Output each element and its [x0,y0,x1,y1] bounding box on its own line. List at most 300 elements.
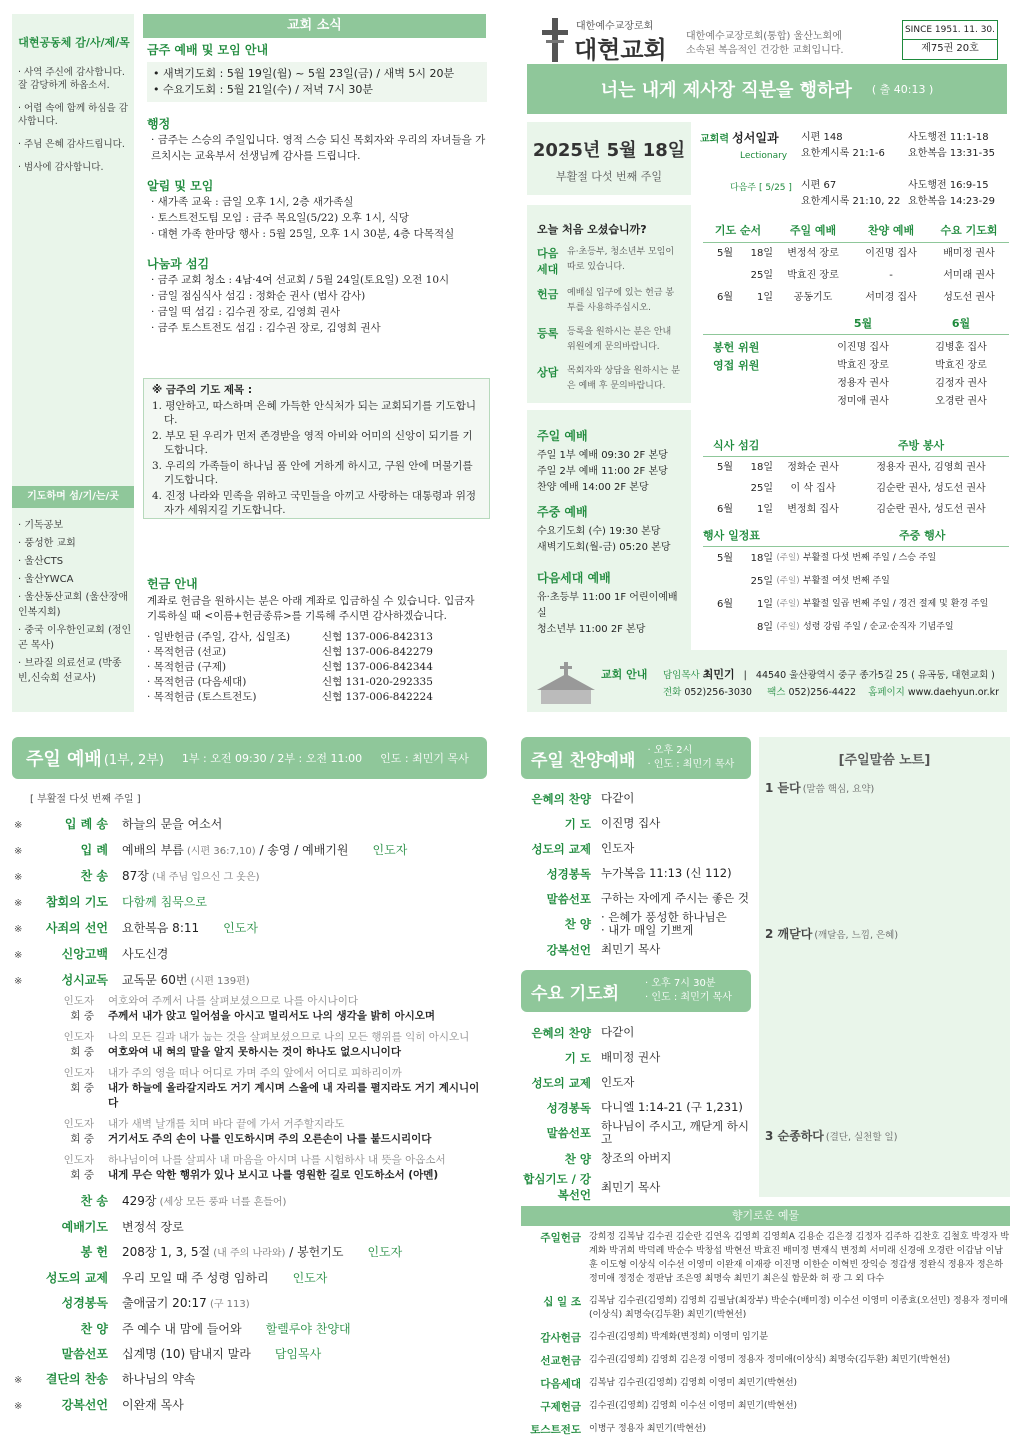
order-row [14,1367,488,1393]
responsive-line [14,1117,488,1132]
service-value: 구하는 자에게 주시는 좋은 것 [601,891,749,905]
prayer-place-item: · 울산YWCA [18,574,74,585]
thanks-title: 대현공동체 감/사/제/목 [18,36,130,49]
order-content [122,916,199,941]
event-desc: 성령 강림 주일 / 순교·순직자 기념주일 [803,622,954,632]
prayer-topics-list [152,399,481,517]
note-heading: 2 깨닫다 [765,927,813,941]
service-label: 성도의 교제 [531,841,591,856]
order-row [14,1266,488,1291]
service-label: 은혜의 찬양 [531,791,591,806]
event-row [703,570,1009,593]
thanks-item: · 어렵 속에 함께 하심을 감사합니다. [18,103,128,127]
order-label: 성시교독 [61,973,108,987]
wed-banner: 수요 기도회 · 오후 7시 30분 · 인도 : 최민기 목사 [521,970,751,1012]
order-star: ※ [14,924,23,935]
prayer-item: 2. 부모 된 우리가 먼저 존경받을 영적 아비와 어미의 신앙이 되기를 기도합니다. [152,430,473,456]
order-star: ※ [14,976,23,987]
service-label: 말씀선포 [546,1126,591,1140]
offer-type: 다음세대 [540,1378,581,1390]
offer-type: 구제헌금 [540,1401,581,1413]
usher-name: 정미애 권사 [837,396,889,407]
wed-list [521,1020,751,1203]
service-row [521,911,751,937]
meal-month: 6월 [716,504,733,515]
meet-item: · 토스트전도팀 모임 : 금주 목요일(5/22) 오후 1시, 식당 [151,212,409,224]
meal-server: 이 삭 집사 [790,483,836,494]
event-day: 18일 [750,553,773,564]
share-item: · 금일 떡 섬김 : 김수권 장로, 김영희 권사 [151,306,341,318]
account-number: 신협 137-006-842279 [322,646,433,658]
service-label: 은혜의 찬양 [531,1025,591,1040]
church-name: 대현교회 [574,36,667,64]
lectionary-text: 시편 148 [801,132,843,143]
order-content [122,1393,184,1418]
event-weekday: (주일) [776,553,800,563]
account-number: 신협 131-020-292335 [322,676,433,688]
order-content [122,1266,269,1291]
service-label: 성경봉독 [546,1100,591,1115]
meal-day: 25일 [750,483,773,494]
next-gen-time: 청소년부 11:00 2F 본당 [537,624,646,635]
welcome-item [537,325,681,355]
worship-heading: 금주 예배 및 모임 안내 [147,43,269,57]
event-month [703,616,733,639]
responsive-text: 주께서 내가 앉고 일어섬을 아시고 멀리서도 나의 생각을 밝히 아시오며 [108,1010,436,1022]
offering-section [147,577,487,705]
event-row [703,593,1009,616]
lectionary-row [801,194,1011,210]
duty-header: 주일 예배 [789,224,837,237]
event-row [703,547,1009,570]
account-name: · 일반헌금 (주일, 감사, 십일조) [147,631,291,643]
date-main: 2025년 5월 18일 [532,140,686,161]
order-role: 인도자 [367,1245,403,1259]
responsive-reading [14,994,488,1183]
service-label: 기 도 [564,816,591,831]
responsive-line [14,1009,488,1024]
account-list [147,630,487,705]
prayer-place-item: · 브라질 의료선교 (박종빈,신숙희 선교사) [18,658,122,684]
order-row [14,1215,488,1240]
usher-name: 박효진 장로 [837,360,889,371]
event-day: 25일 [750,576,773,587]
service-row [521,1171,751,1203]
since-badge: SINCE 1951. 11. 30. 제75권 20호 [902,20,998,60]
order-label: 성도의 교제 [45,1271,108,1285]
order-label: 참회의 기도 [45,895,108,909]
welcome-label: 다음 세대 [537,247,559,276]
theme-banner [527,64,1007,114]
order-role: 할렐루야 찬양대 [265,1322,351,1336]
responsive-speaker: 인도자 [63,1118,94,1130]
service-row [521,1045,751,1070]
order-role: 인도자 [292,1271,328,1285]
order-text2: / 봉헌기도 [285,1245,344,1259]
event-desc: 부활절 다섯 번째 주일 / 스승 주일 [803,553,937,563]
welcome-text: 등록을 원하시는 분은 안내 위원에게 문의바랍니다. [567,327,672,352]
responsive-text: 나의 모든 길과 내가 눕는 것을 살펴보셨으므로 나의 모든 행위를 익히 아시오니 [108,1031,470,1043]
sunday-banner: 주일 예배 (1부, 2부) 1부 : 오전 09:30 / 2부 : 오전 11:00 인도 : 최민기 목사 [12,737,487,779]
prayer-place-item: · 울산동산교회 (울산장애인복지회) [18,592,129,618]
event-table: 행사 일정표 주중 행사 5월 18일 (주일) 부활절 다섯 번째 주일 / 스승 주일 25일 (주일) 부활절 여섯 번째 주일 6월 1일 (주일) 부활절 일곱 번째 주일 / 경건 절제 및 환경 주일 8일 (주일) 성령 강림 주일 / 순교·순직자 기념주일 [703,527,1009,639]
sunday-sub: [ 부활절 다섯 번째 주일 ] [30,794,141,805]
responsive-text: 내가 새벽 날개를 치며 바다 끝에 가서 거주할지라도 [108,1118,345,1130]
service-value: 인도자 [601,841,635,855]
duty-cell: 서미래 권사 [943,270,995,281]
lectionary-text: 사도행전 16:9-15 [908,180,989,191]
lectionary-text: 요한복음 13:31-35 [908,148,995,159]
account-name: · 목적헌금 (토스트전도) [147,691,257,703]
service-value: 이진명 집사 [601,816,661,830]
order-role: 인도자 [372,843,408,857]
service-value: 하나님이 주시고, 깨닫게 하시고 [601,1119,749,1146]
order-row [14,1317,488,1342]
order-label: 결단의 찬송 [45,1372,108,1386]
account-row [147,630,487,645]
responsive-speaker: 회 중 [70,1082,94,1094]
responsive-text: 내가 하늘에 올라갈지라도 거기 계시며 스올에 내 자리를 펼지라도 거기 계시니이다 [108,1082,480,1109]
welcome-label: 상담 [537,366,559,379]
order-label: 봉 헌 [80,1245,108,1259]
service-value: 다같이 [601,1025,635,1039]
offer-names: 김복남 김수권(김영희) 김영희 이영미 최민기(박현선) [589,1378,798,1388]
order-row [14,1393,488,1419]
service-row [521,786,751,811]
service-value: 최민기 목사 [601,1179,661,1194]
event-weekday: (주일) [776,622,800,632]
responsive-text: 내게 무슨 악한 행위가 있나 보시고 나를 영원한 길로 인도하소서 (아멘) [108,1169,439,1181]
order-row [14,1291,488,1317]
note-item [765,777,874,796]
order-content [122,838,349,864]
sunday-time: 주일 1부 예배 09:30 2F 본당 [537,450,668,461]
responsive-line [14,1066,488,1081]
lectionary-row [801,146,1011,162]
account-row [147,690,487,705]
responsive-speaker: 회 중 [70,1133,94,1145]
share-item: · 금일 점심식사 섬김 : 정화순 권사 (범사 감사) [151,290,366,302]
offer-row [521,1376,1010,1391]
duty-month [703,265,733,287]
service-label: 기 도 [564,1050,591,1065]
event-desc: 부활절 일곱 번째 주일 / 경건 절제 및 환경 주일 [803,599,989,609]
kitchen-servers: 김순란 권사, 성도선 권사 [876,504,986,515]
usher-name: 박효진 장로 [935,360,987,371]
date-box [527,122,691,195]
service-times: 주일 예배 주일 1부 예배 09:30 2F 본당 주일 2부 예배 11:00 2F 본당 찬양 예배 14:00 2F 본당 주중 예배 수요기도회 (수) 19:30 본당 새벽기도회(월-금) 05:20 본당 다음세대 예배 유·초등부 11:00 1F 어린이예배실 청소년부 11:00 2F 본당 [527,410,691,710]
thanks-item: · 범사에 감사합니다. [18,162,104,173]
service-row [521,1095,751,1120]
note-heading: 3 순종하다 [765,1129,824,1143]
prayer-places-list [18,518,132,689]
responsive-speaker: 인도자 [63,1067,94,1079]
order-role: 인도자 [223,921,258,935]
welcome-text: 목회자와 상담을 원하시는 분은 예배 후 문의바랍니다. [567,366,680,391]
note-hint: (말씀 핵심, 요약) [802,784,875,795]
order-text: 87장 [122,869,149,883]
service-row [521,886,751,911]
responsive-speaker: 인도자 [63,1154,94,1166]
usher-name: 김정자 권사 [935,378,987,389]
order-text: 429장 [122,1194,157,1208]
week-time: 수요기도회 (수) 19:30 본당 [537,526,661,537]
offer-names: 김복남 김수권(김영희) 김영희 김필남(최장부) 박순수(배미정) 이수선 이영미 이종효(오선민) 정용자 정미애(이상식) 최명숙(김두환) 최민기(박현선) [589,1296,1008,1320]
prayer-place-item: · 풍성한 교회 [18,538,76,549]
order-content [122,1317,242,1342]
service-value: · 은혜가 풍성한 하나님은 · 내가 매일 기쁘게 [601,910,727,937]
responsive-line [14,994,488,1009]
order-text: 요한복음 8:11 [122,921,200,935]
order-star: ※ [14,898,23,909]
order-content [122,968,250,994]
order-text2: / 송영 / 예배기원 [255,843,349,857]
prayer-place-item: · 기독공보 [18,520,63,531]
order-content [122,1189,286,1215]
event-row [703,616,1009,639]
welcome-text: 유·초등부, 청소년부 모임이 따로 있습니다. [567,247,675,272]
thanks-item: · 사역 주신에 감사합니다. 잘 감당하게 하옵소서. [18,67,125,91]
duty-day: 25일 [750,270,773,281]
account-name: · 목적헌금 (선교) [147,646,227,658]
event-month [703,570,733,593]
responsive-text: 내가 주의 영을 떠나 어디로 가며 주의 앞에서 어디로 피하리이까 [108,1067,402,1079]
note-item [765,923,898,942]
thanks-list [18,66,132,184]
service-row [521,861,751,886]
order-content [122,1215,184,1240]
order-text: 예배의 부름 [122,843,184,857]
week-time: 새벽기도회(월-금) 05:20 본당 [537,542,671,553]
order-content [122,812,222,837]
note-heading: 1 듣다 [765,781,801,795]
order-content [122,1240,343,1266]
offer-row [521,1422,1010,1437]
order-star: ※ [14,1401,23,1412]
responsive-text: 여호와여 내 혀의 말을 알지 못하시는 것이 하나도 없으시니이다 [108,1046,401,1058]
order-text: 출애굽기 20:17 [122,1296,207,1310]
service-row [521,1146,751,1171]
lectionary-text: 요한계시록 21:10, 22 [801,196,901,207]
meal-table: 식사 섬김 주방 봉사 5월 18일 정화순 권사 정용자 권사, 김영희 권사 25일 이 삭 집사 김순란 권사, 성도선 권사 6월 1일 변정희 집사 김순란 권사, 성도선 권사 [703,437,1009,520]
account-number: 신협 137-006-842344 [322,661,433,673]
responsive-speaker: 회 중 [70,1010,94,1022]
order-note: (구 113) [206,1299,250,1310]
prayer-item: 1. 평안하고, 따스하며 은혜 가득한 안식처가 되는 교회되기를 기도합니다. [152,400,477,426]
event-day: 8일 [756,622,773,633]
order-label: 찬 송 [80,869,108,883]
service-label: 찬 양 [564,1151,591,1166]
order-star: ※ [14,820,23,831]
duty-table: 기도 순서 주일 예배 찬양 예배 수요 기도회 5월 18일 변정석 장로 이진명 집사 배미정 권사 25일 박효진 장로 - 서미래 권사 6월 1일 공동기도 서미경 집사 성도선 권사 5월 6월 봉헌 위원 영접 위원 이진명 집사 박효진 장로 정용자 권사 정미애 권사 김병훈 집사 박효진 장로 김정자 권사 오경란 권사 [703,222,1009,411]
worship-item: • 새벽기도회 : 5월 19일(월) ~ 5월 23일(금) / 새벽 5시 20분 [153,67,455,80]
service-value: 다같이 [601,791,635,805]
order-row [14,968,488,994]
share-item: · 금주 교회 청소 : 4남·4여 선교회 / 5월 24일(토요일) 오전 10시 [151,274,450,286]
account-row [147,660,487,675]
duty-month: 5월 [716,248,733,259]
offer-type: 감사헌금 [540,1332,581,1344]
order-label: 강복선언 [61,1398,108,1412]
offer-type: 주일헌금 [540,1232,581,1244]
share-item: · 금주 토스트전도 섬김 : 김수권 장로, 김영희 권사 [151,322,381,334]
order-row [14,942,488,968]
welcome-label: 헌금 [537,288,559,301]
order-content [122,1342,251,1367]
service-label: 성도의 교제 [531,1075,591,1090]
offer-names: 이병구 정용자 최민기(박현선) [589,1424,707,1434]
prayer-item: 4. 진정 나라와 민족을 위하고 국민들을 아끼고 사랑하는 대통령과 위정자가 세워지길 기도합니다. [152,490,477,516]
offer-names: 김수권(김영희) 박계화(변정희) 이영미 임기분 [589,1332,769,1342]
sunday-time: 찬양 예배 14:00 2F 본당 [537,482,649,493]
service-value: 배미정 권사 [601,1050,661,1064]
responsive-line [14,1081,488,1111]
service-row [521,1070,751,1095]
order-row [14,916,488,942]
worship-box [147,62,487,102]
responsive-speaker: 회 중 [70,1169,94,1181]
account-number: 신협 137-006-842313 [322,631,433,643]
thanks-item: · 주님 은혜 감사드립니다. [18,139,125,150]
prayer-place-item: · 중국 이우한인교회 (정인곤 목사) [18,625,132,651]
meet-item: · 대현 가족 한마당 행사 : 5월 25일, 오후 1시 30분, 4층 다목적실 [151,228,455,240]
responsive-line [14,1030,488,1045]
meal-month: 5월 [716,462,733,473]
order-content [122,1291,250,1317]
welcome-item [537,364,681,394]
responsive-text: 여호와여 주께서 나를 살펴보셨으므로 나를 아시나이다 [108,995,358,1007]
responsive-speaker: 회 중 [70,1046,94,1058]
offer-names: 김수권(김영희) 김영희 김은경 이영미 정용자 정미애(이상식) 최명숙(김두환) 최민기(박현선) [589,1355,951,1365]
offer-row [521,1294,1010,1322]
service-label: 성경봉독 [546,866,591,881]
responsive-line [14,1132,488,1147]
order-label: 찬 송 [80,1194,108,1208]
note-item [765,1125,897,1144]
welcome-text: 예배실 입구에 있는 헌금 봉투를 사용하주십시오. [567,288,675,313]
lectionary-text: 요한계시록 21:1-6 [801,148,885,159]
account-name: · 목적헌금 (다음세대) [147,676,247,688]
usher-name: 정용자 권사 [837,378,889,389]
meet-heading: 알림 및 모임 [147,179,214,193]
admin-heading: 행정 [147,117,171,131]
duty-cell: 배미정 권사 [943,248,995,259]
kitchen-servers: 김순란 권사, 성도선 권사 [876,483,986,494]
welcome-box [527,205,691,403]
lectionary-text: 요한복음 14:23-29 [908,196,995,207]
note-hint: (깨달음, 느낌, 은혜) [814,930,899,941]
responsive-text: 거기서도 주의 손이 나를 인도하시며 주의 오른손이 나를 붙드시리이다 [108,1133,432,1145]
offer-type: 토스트전도 [530,1424,581,1436]
service-value: 누가복음 11:13 (신 112) [601,866,732,880]
responsive-speaker: 인도자 [63,995,94,1007]
theme-ref: ( 출 40:13 ) [871,83,934,96]
event-month: 6월 [716,599,733,610]
order-label: 신앙고백 [61,947,108,961]
meal-day: 1일 [756,504,773,515]
sermon-note: [주일말씀 노트] 1 듣다 (말씀 핵심, 요약) 2 깨닫다 (깨달음, 느낌, 은혜) 3 순종하다 (결단, 실천할 일) [759,737,1010,1197]
prayer-topics-title: ※ 금주의 기도 제목 : [152,384,253,396]
duty-cell: 변정석 장로 [787,248,839,259]
service-label: 찬 양 [564,917,591,931]
order-list [14,812,488,1419]
order-star: ※ [14,846,23,857]
order-note: (시편 139편) [187,976,250,987]
service-row [521,811,751,836]
duty-row [703,243,1009,265]
welcome-title: 오늘 처음 오셨습니까? [537,223,647,236]
prayer-place-item: · 울산CTS [18,556,64,567]
meal-row [703,499,1009,520]
order-note: (내 주의 나라와) [210,1248,286,1259]
service-value: 인도자 [601,1075,635,1089]
offering-heading: 헌금 안내 [147,577,198,591]
account-row [147,675,487,690]
church-info: 교회 안내 담임목사 최민기 | 44540 울산광역시 중구 종가5길 25 ( 유곡동, 대현교회 ) 전화 052)256-3030 팩스 052)256-4422 홈페이지 www.daehyun.or.kr [527,650,1007,712]
admin-text: · 금주는 스승의 주일입니다. 영적 스승 되신 목회자와 우리의 자녀들을 가르치시는 교육부서 선생님께 감사를 드립니다. [151,134,486,162]
event-day: 1일 [756,599,773,610]
order-note: (내 주님 입으신 그 옷은) [148,872,260,883]
praise-list [521,786,751,962]
responsive-text: 하나님이여 나를 살피사 내 마음을 아시며 나를 시험하사 내 뜻을 아옵소서 [108,1154,446,1166]
duty-day: 1일 [756,292,773,303]
service-label: 강복선언 [546,942,591,957]
account-number: 신협 137-006-842224 [322,691,433,703]
prayer-item: 3. 우리의 가족들이 하나님 품 안에 거하게 하시고, 구원 안에 머물기를 기도합니다. [152,460,473,486]
duty-cell: - [889,270,893,281]
duty-row [703,287,1009,309]
order-content [122,942,168,967]
next-gen-time: 유·초등부 11:00 1F 어린이예배실 [537,592,678,619]
service-row [521,1020,751,1045]
responsive-speaker: 인도자 [63,1031,94,1043]
meal-server: 정화순 권사 [787,462,839,473]
order-star: ※ [14,872,23,883]
duty-cell: 박효진 장로 [787,270,839,281]
offering-text: 계좌로 헌금을 원하시는 분은 아래 계좌로 입금하실 수 있습니다. 입금자 기록하실 때 <이름+헌금종류>를 기록해 주시면 감사하겠습니다. [147,595,475,622]
meal-row [703,457,1009,478]
order-star: ※ [14,950,23,961]
order-label: 입 례 송 [64,817,108,831]
duty-header: 찬양 예배 [867,224,915,237]
denomination: 대한예수교장로회 [576,21,654,32]
welcome-label: 등록 [537,327,559,340]
order-row [14,864,488,890]
order-text: 하늘의 문을 여소서 [122,817,223,831]
duty-header: 수요 기도회 [940,224,998,237]
offer-names: 강희정 김복남 김수권 김순란 김연옥 김영희 김영희A 김용순 김은경 김정자 김주하 김찬호 김철호 박경자 박계화 박귀희 박덕례 박순수 박창섭 박현선 박효진 배미정 변재식 변정희 서미래 신경애 오경란 이갑남 이남훈 이도형 이상식 이수선 이영미 이완재 이재광 이진명 이한순 이혁빈 장익승 정갑생 정완식 정용자 정은하 정미애 정정순 정판남 조은영 최명숙 최민기 최은실 함문화 허 광 그 외 다수 [589,1232,1010,1284]
order-text: 변정석 장로 [122,1220,184,1234]
order-content [122,890,207,915]
prayer-places-title: 기도하며 섬/기/는/곳 [12,486,134,508]
order-text: 사도신경 [122,947,169,961]
offer-row [521,1330,1010,1345]
order-label: 성경봉독 [61,1296,108,1310]
service-value: 최민기 목사 [601,942,661,956]
order-label: 찬 양 [80,1322,108,1336]
duty-day: 18일 [750,248,773,259]
welcome-item [537,245,681,277]
usher-name: 김병훈 집사 [935,342,987,353]
service-value: 창조의 아버지 [601,1151,672,1165]
service-row [521,1120,751,1146]
service-value: 다니엘 1:14-21 (구 1,231) [601,1100,743,1114]
order-label: 말씀선포 [61,1347,108,1361]
order-text: 다함께 침묵으로 [122,895,207,909]
offer-row [521,1399,1010,1414]
note-hint: (결단, 실천할 일) [825,1132,898,1143]
news-title: 교회 소식 [143,14,486,38]
